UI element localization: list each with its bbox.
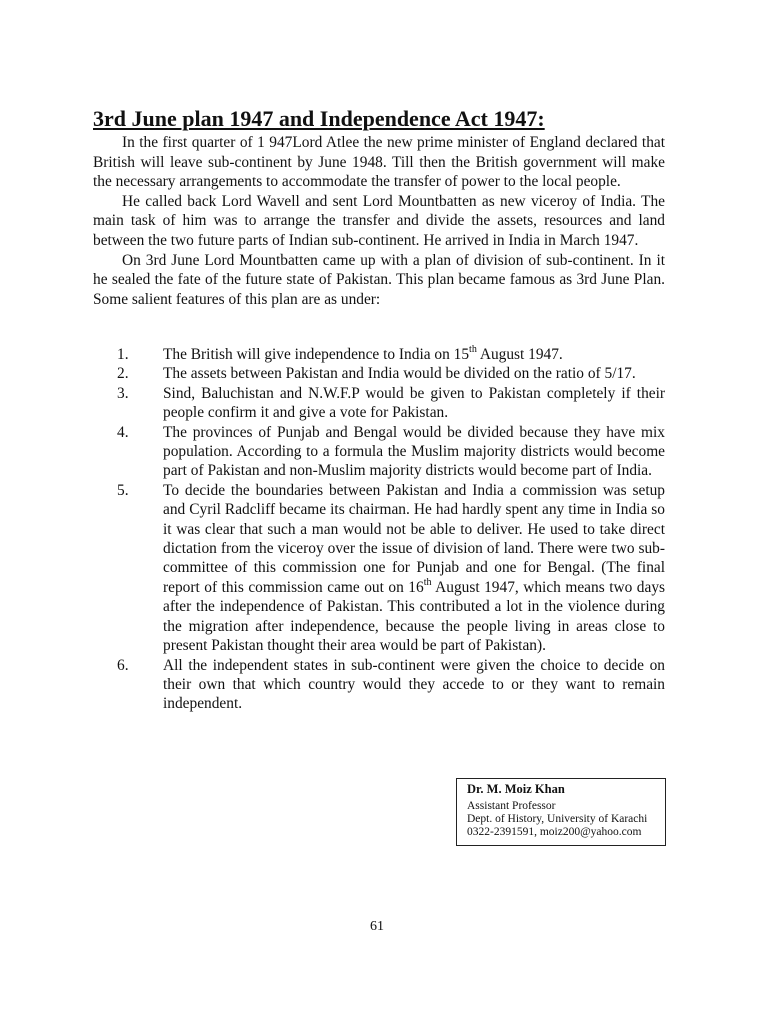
list-item [93,656,665,714]
list-item-text-cont: August 1947, which means two days after the independence of Pakistan. This contributed a lot in the violence during the migration after independence, because the people living in areas close to present Pakistan thought their area would be part of Pakistan). [163,578,666,655]
list-item-number: 1. [117,346,129,363]
document-title: 3rd June plan 1947 and Independence Act 1947: [93,106,545,131]
paragraph-1: In the first quarter of 1 947Lord Atlee the new prime minister of England declared that British will leave sub-continent by June 1948. Till then the British government will make the necessary arrangements to accommodate the transfer of power to the local people. [93,134,665,191]
list-item-number: 3. [117,384,129,402]
author-signature-box [456,778,666,846]
list-item-text: The British will give independence to India on 15 [163,346,470,363]
list-item-text: All the independent states in sub-continent were given the choice to decide on their own that which country would they accede to or they want to remain independent. [163,656,665,713]
list-item [93,481,665,656]
list-item-text-cont: August 1947. [476,346,563,363]
author-name: Dr. M. Moiz Khan [467,782,565,796]
intro-paragraphs [93,133,665,309]
author-department: Dept. of History, University of Karachi [467,813,648,825]
page-number: 61 [370,919,384,934]
list-item [93,384,665,423]
list-item-text: To decide the boundaries between Pakistan and India a commission was setup and Cyril Radcliff became its chairman. He had hardly spent any time in India so it was clear that such a man would not be able to deliver. He used to take direct dictation from the viceroy over the issue of division of land. There were two sub-committee of this commission one for Punjab and one for Bengal. (The final report of this commission came out on 16 [163,481,665,596]
ordinal-suffix: th [423,576,432,588]
list-item [93,423,665,481]
paragraph-3: On 3rd June Lord Mountbatten came up with a plan of division of sub-continent. In it he sealed the fate of the future state of Pakistan. This plan became famous as 3rd June Plan. Some salient features of this plan are as under: [93,251,665,308]
author-contact: 0322-2391591, moiz200@yahoo.com [467,826,642,838]
author-position: Assistant Professor [467,800,556,812]
list-item-number: 6. [117,656,129,674]
features-list [93,345,665,714]
list-item [93,364,665,383]
list-item-text: The assets between Pakistan and India would be divided on the ratio of 5/17. [163,365,636,383]
list-item [93,345,665,364]
list-item-number: 5. [117,481,129,499]
list-item-text: Sind, Baluchistan and N.W.F.P would be given to Pakistan completely if their people confirm it and give a vote for Pakistan. [163,384,665,422]
paragraph-2: He called back Lord Wavell and sent Lord Mountbatten as new viceroy of India. The main task of him was to arrange the transfer and divide the assets, resources and land between the two future parts of Indian sub-continent. He arrived in India in March 1947. [93,192,665,249]
ordinal-suffix: th [469,343,477,355]
list-item-number: 2. [117,365,129,383]
list-item-text: The provinces of Punjab and Bengal would be divided because they have mix population. According to a formula the Muslim majority districts would become part of Pakistan and non-Muslim majority districts would become part of India. [163,423,665,480]
list-item-number: 4. [117,423,129,441]
